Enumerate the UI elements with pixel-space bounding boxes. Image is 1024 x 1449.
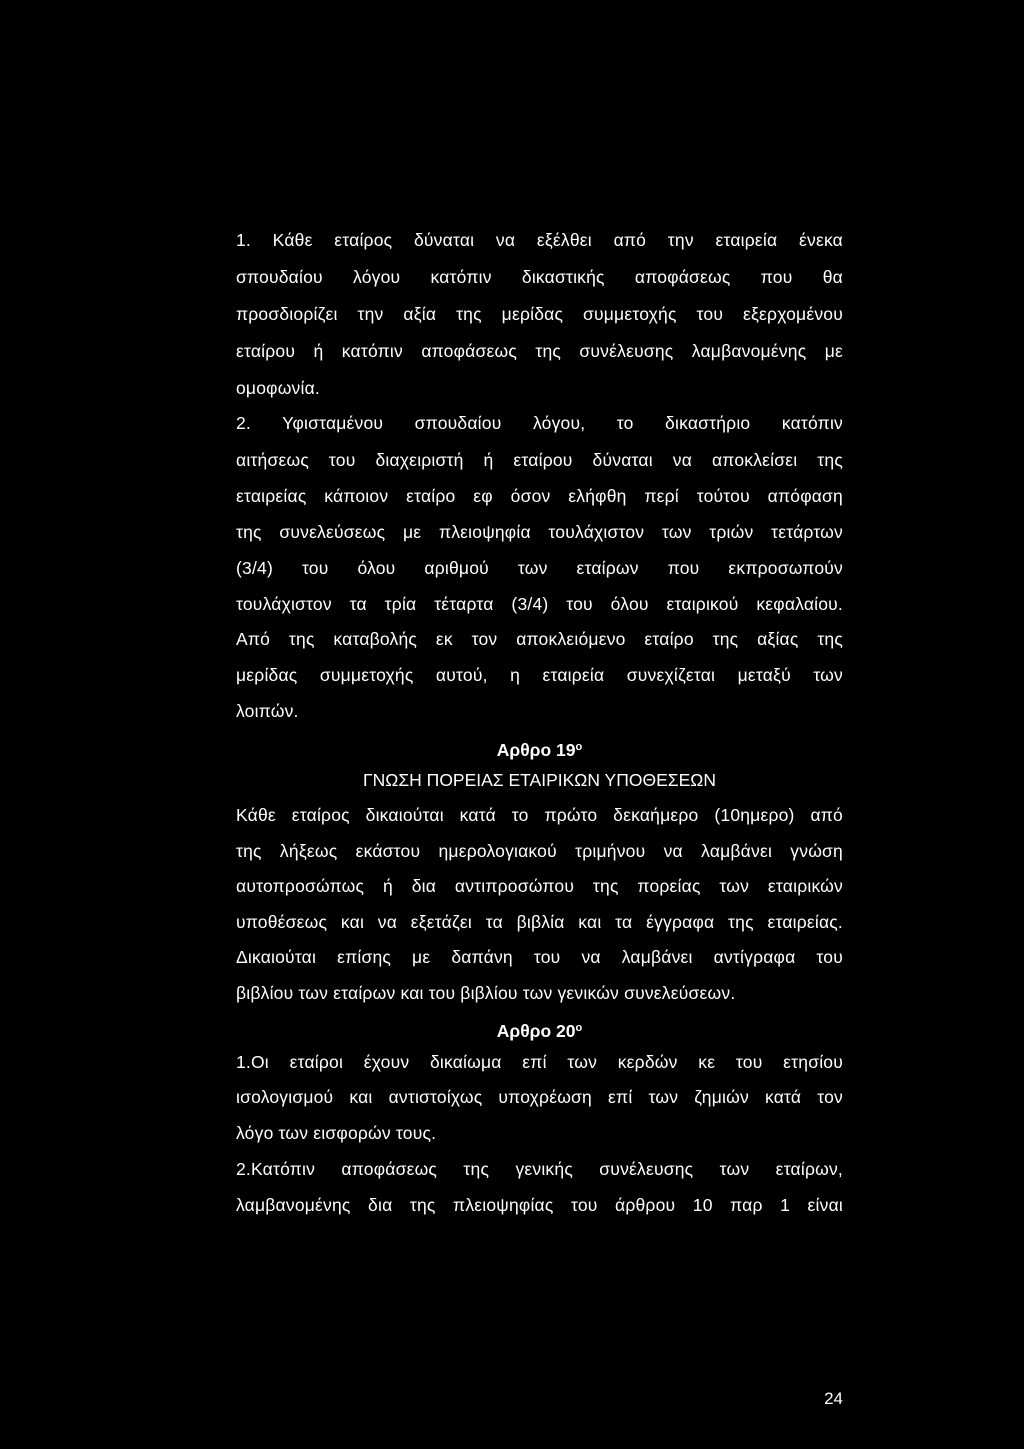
paragraph-line: 2.Κατόπιν αποφάσεως της γενικής συνέλευσης των εταίρων, <box>236 1159 843 1179</box>
article-19-subtitle: ΓΝΩΣΗ ΠΟΡΕΙΑΣ ΕΤΑΙΡΙΚΩΝ ΥΠΟΘΕΣΕΩΝ <box>363 770 716 790</box>
paragraph-line: αιτήσεως του διαχειριστή ή εταίρου δύναται να αποκλείσει της <box>236 450 843 470</box>
paragraph-line: 2. Υφισταμένου σπουδαίου λόγου, το δικαστήριο κατόπιν <box>236 413 843 433</box>
article-19-label: Αρθρο 19 <box>496 740 576 760</box>
paragraph-line: σπουδαίου λόγου κατόπιν δικαστικής αποφάσεως που θα <box>236 267 843 287</box>
paragraph-line: μερίδας συμμετοχής αυτού, η εταιρεία συνεχίζεται μεταξύ των <box>236 665 843 685</box>
paragraph-line: της λήξεως εκάστου ημερολογιακού τριμήνου να λαμβάνει γνώση <box>236 841 843 861</box>
page-number: 24 <box>824 1389 843 1408</box>
paragraph-line: τουλάχιστον τα τρία τέταρτα (3/4) του όλου εταιρικού κεφαλαίου. <box>236 594 843 614</box>
paragraph-line: βιβλίου των εταίρων και του βιβλίου των γενικών συνελεύσεων. <box>236 983 736 1003</box>
paragraph-line: Κάθε εταίρος δικαιούται κατά το πρώτο δεκαήμερο (10ημερο) από <box>236 805 843 825</box>
paragraph-line: (3/4) του όλου αριθμού των εταίρων που εκπροσωπούν <box>236 558 843 578</box>
paragraph-line: ισολογισμού και αντιστοίχως υποχρέωση επί των ζημιών κατά τον <box>236 1087 843 1107</box>
paragraph-line: 1.Οι εταίροι έχουν δικαίωμα επί των κερδών κε του ετησίου <box>236 1052 843 1072</box>
paragraph-line: εταιρείας κάποιον εταίρο εφ όσον ελήφθη περί τούτου απόφαση <box>236 486 843 506</box>
article-19-heading <box>236 735 843 762</box>
article-19-ordinal: ο <box>575 741 583 753</box>
paragraph-line: Δικαιούται επίσης με δαπάνη του να λαμβάνει αντίγραφα του <box>236 947 843 967</box>
paragraph-line: υποθέσεως και να εξετάζει τα βιβλία και τα έγγραφα της εταιρείας. <box>236 912 843 932</box>
article-20-ordinal: ο <box>575 1022 583 1034</box>
paragraph-line: 1. Κάθε εταίρος δύναται να εξέλθει από την εταιρεία ένεκα <box>236 230 843 250</box>
paragraph-line: της συνελεύσεως με πλειοψηφία τουλάχιστον των τριών τετάρτων <box>236 522 843 542</box>
paragraph-line: λαμβανομένης δια της πλειοψηφίας του άρθρου 10 παρ 1 είναι <box>236 1195 843 1215</box>
paragraph-line: εταίρου ή κατόπιν αποφάσεως της συνέλευσης λαμβανομένης με <box>236 341 843 361</box>
paragraph-line: λοιπών. <box>236 701 299 721</box>
paragraph-line: Από της καταβολής εκ τον αποκλειόμενο εταίρο της αξίας της <box>236 629 843 649</box>
paragraph-line: προσδιορίζει την αξία της μερίδας συμμετοχής του εξερχομένου <box>236 304 843 324</box>
paragraph-line: λόγο των εισφορών τους. <box>236 1123 437 1143</box>
paragraph-line: αυτοπροσώπως ή δια αντιπροσώπου της πορείας των εταιρικών <box>236 876 843 896</box>
article-20-label: Αρθρο 20 <box>496 1021 576 1041</box>
article-20-heading <box>236 1016 843 1043</box>
paragraph-line: ομοφωνία. <box>236 378 320 398</box>
